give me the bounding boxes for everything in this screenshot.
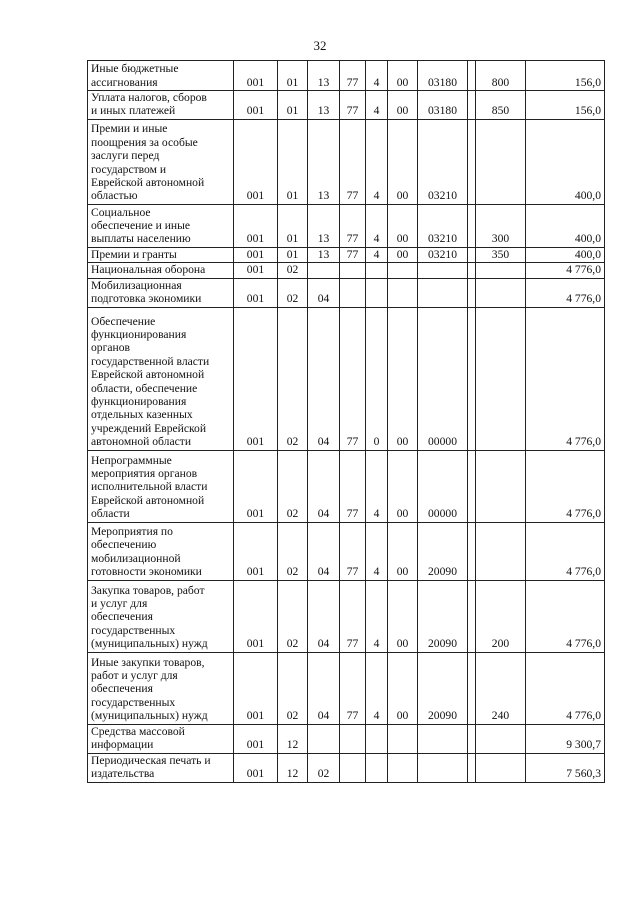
cell-code-subsection: 04 <box>308 307 340 450</box>
cell-expense-type: 300 <box>476 204 526 247</box>
cell-spacer <box>468 263 476 278</box>
cell-amount: 7 560,3 <box>526 753 605 782</box>
page-number: 32 <box>313 38 327 53</box>
table-row <box>88 450 605 522</box>
cell-code-section: 01 <box>278 119 308 204</box>
cell-code-group: 00 <box>388 307 418 450</box>
cell-expense-type <box>476 450 526 522</box>
cell-code-direction: 03210 <box>418 119 468 204</box>
cell-code-direction: 20090 <box>418 580 468 652</box>
cell-spacer <box>468 307 476 450</box>
cell-name: Закупка товаров, работ и услуг для обеспечения государственных (муниципальных) нужд <box>88 580 234 652</box>
cell-expense-type <box>476 263 526 278</box>
table-row <box>88 247 605 262</box>
cell-code-admin: 001 <box>234 652 278 724</box>
cell-name: Национальная оборона <box>88 263 234 278</box>
cell-code-program: 77 <box>340 522 366 580</box>
cell-code-admin: 001 <box>234 580 278 652</box>
cell-spacer <box>468 522 476 580</box>
cell-amount: 4 776,0 <box>526 263 605 278</box>
table-row <box>88 119 605 204</box>
cell-code-program: 77 <box>340 61 366 91</box>
cell-code-program: 77 <box>340 119 366 204</box>
cell-code-subsection: 04 <box>308 450 340 522</box>
table-row <box>88 652 605 724</box>
cell-code-program <box>340 753 366 782</box>
cell-code-group: 00 <box>388 522 418 580</box>
cell-code-admin: 001 <box>234 91 278 120</box>
cell-code-section: 02 <box>278 580 308 652</box>
cell-amount: 4 776,0 <box>526 522 605 580</box>
cell-name: Средства массовой информации <box>88 724 234 753</box>
cell-code-section: 02 <box>278 278 308 307</box>
cell-code-subsection <box>308 263 340 278</box>
cell-code-program: 77 <box>340 91 366 120</box>
cell-amount: 4 776,0 <box>526 307 605 450</box>
table-row <box>88 278 605 307</box>
cell-code-subsection: 04 <box>308 652 340 724</box>
cell-name: Мероприятия по обеспечению мобилизационной готовности экономики <box>88 522 234 580</box>
cell-name: Непрограммные мероприятия органов исполнительной власти Еврейской автономной области <box>88 450 234 522</box>
cell-code-section: 02 <box>278 450 308 522</box>
cell-amount: 400,0 <box>526 119 605 204</box>
cell-amount: 4 776,0 <box>526 580 605 652</box>
table-row <box>88 522 605 580</box>
cell-code-direction: 03210 <box>418 247 468 262</box>
cell-name: Уплата налогов, сборов и иных платежей <box>88 91 234 120</box>
cell-code-subsection: 04 <box>308 278 340 307</box>
cell-code-admin: 001 <box>234 450 278 522</box>
cell-code-subsection: 13 <box>308 204 340 247</box>
cell-code-subprogram <box>366 263 388 278</box>
cell-code-section: 01 <box>278 61 308 91</box>
cell-code-group <box>388 724 418 753</box>
cell-spacer <box>468 450 476 522</box>
cell-code-direction <box>418 753 468 782</box>
cell-expense-type: 800 <box>476 61 526 91</box>
cell-spacer <box>468 91 476 120</box>
cell-name: Социальное обеспечение и иные выплаты населению <box>88 204 234 247</box>
cell-code-admin: 001 <box>234 119 278 204</box>
cell-code-admin: 001 <box>234 724 278 753</box>
cell-code-group: 00 <box>388 247 418 262</box>
table-row <box>88 580 605 652</box>
cell-code-admin: 001 <box>234 263 278 278</box>
cell-code-direction: 20090 <box>418 522 468 580</box>
cell-code-subsection: 13 <box>308 119 340 204</box>
cell-code-admin: 001 <box>234 247 278 262</box>
cell-expense-type <box>476 119 526 204</box>
cell-code-program: 77 <box>340 204 366 247</box>
cell-code-subprogram: 4 <box>366 91 388 120</box>
cell-name: Премии и гранты <box>88 247 234 262</box>
cell-code-subsection: 04 <box>308 580 340 652</box>
cell-expense-type: 350 <box>476 247 526 262</box>
cell-code-direction <box>418 724 468 753</box>
cell-code-subprogram: 4 <box>366 247 388 262</box>
cell-code-group: 00 <box>388 119 418 204</box>
cell-code-section: 01 <box>278 91 308 120</box>
cell-code-section: 12 <box>278 753 308 782</box>
cell-code-subsection: 13 <box>308 247 340 262</box>
budget-table-body <box>88 61 605 783</box>
cell-code-program: 77 <box>340 652 366 724</box>
cell-code-subprogram: 4 <box>366 119 388 204</box>
cell-code-section: 02 <box>278 307 308 450</box>
cell-code-group <box>388 278 418 307</box>
cell-code-program: 77 <box>340 307 366 450</box>
cell-code-subprogram: 4 <box>366 61 388 91</box>
cell-code-subsection <box>308 724 340 753</box>
cell-expense-type <box>476 278 526 307</box>
cell-spacer <box>468 119 476 204</box>
cell-name: Периодическая печать и издательства <box>88 753 234 782</box>
cell-expense-type <box>476 724 526 753</box>
cell-expense-type: 200 <box>476 580 526 652</box>
cell-code-subprogram <box>366 724 388 753</box>
cell-code-subprogram: 4 <box>366 652 388 724</box>
cell-code-direction: 03180 <box>418 91 468 120</box>
cell-expense-type: 240 <box>476 652 526 724</box>
cell-code-program <box>340 263 366 278</box>
cell-code-section: 02 <box>278 522 308 580</box>
cell-name: Мобилизационная подготовка экономики <box>88 278 234 307</box>
cell-code-subprogram: 0 <box>366 307 388 450</box>
cell-name: Премии и иные поощрения за особые заслуги перед государством и Еврейской автономной областью <box>88 119 234 204</box>
cell-code-subsection: 04 <box>308 522 340 580</box>
cell-code-direction: 00000 <box>418 307 468 450</box>
cell-code-group: 00 <box>388 580 418 652</box>
cell-spacer <box>468 204 476 247</box>
cell-spacer <box>468 753 476 782</box>
cell-code-group: 00 <box>388 91 418 120</box>
cell-spacer <box>468 724 476 753</box>
cell-code-program <box>340 724 366 753</box>
cell-code-program <box>340 278 366 307</box>
cell-code-admin: 001 <box>234 278 278 307</box>
cell-code-section: 12 <box>278 724 308 753</box>
cell-code-group: 00 <box>388 204 418 247</box>
cell-code-admin: 001 <box>234 61 278 91</box>
cell-code-direction: 03210 <box>418 204 468 247</box>
cell-expense-type <box>476 307 526 450</box>
cell-name: Иные бюджетные ассигнования <box>88 61 234 91</box>
cell-code-subprogram: 4 <box>366 204 388 247</box>
cell-amount: 156,0 <box>526 91 605 120</box>
cell-code-subsection: 13 <box>308 91 340 120</box>
cell-code-group: 00 <box>388 450 418 522</box>
cell-code-admin: 001 <box>234 522 278 580</box>
cell-code-section: 01 <box>278 247 308 262</box>
cell-code-program: 77 <box>340 247 366 262</box>
budget-table <box>87 60 605 783</box>
table-row <box>88 724 605 753</box>
table-row <box>88 263 605 278</box>
cell-expense-type <box>476 753 526 782</box>
cell-amount: 400,0 <box>526 204 605 247</box>
cell-name: Иные закупки товаров, работ и услуг для обеспечения государственных (муниципальных) нужд <box>88 652 234 724</box>
cell-code-direction <box>418 278 468 307</box>
cell-expense-type <box>476 522 526 580</box>
cell-code-admin: 001 <box>234 307 278 450</box>
cell-spacer <box>468 278 476 307</box>
cell-spacer <box>468 61 476 91</box>
cell-code-subprogram <box>366 278 388 307</box>
table-row <box>88 307 605 450</box>
cell-code-program: 77 <box>340 450 366 522</box>
cell-code-group <box>388 263 418 278</box>
cell-spacer <box>468 580 476 652</box>
cell-code-subsection: 02 <box>308 753 340 782</box>
cell-code-admin: 001 <box>234 204 278 247</box>
cell-spacer <box>468 652 476 724</box>
cell-spacer <box>468 247 476 262</box>
cell-code-direction: 20090 <box>418 652 468 724</box>
cell-code-subsection: 13 <box>308 61 340 91</box>
cell-code-group: 00 <box>388 61 418 91</box>
cell-code-subprogram: 4 <box>366 450 388 522</box>
cell-amount: 156,0 <box>526 61 605 91</box>
cell-code-direction: 00000 <box>418 450 468 522</box>
cell-code-section: 02 <box>278 652 308 724</box>
cell-code-subprogram: 4 <box>366 580 388 652</box>
cell-expense-type: 850 <box>476 91 526 120</box>
cell-code-direction <box>418 263 468 278</box>
cell-code-group <box>388 753 418 782</box>
table-row <box>88 204 605 247</box>
cell-amount: 4 776,0 <box>526 450 605 522</box>
cell-code-section: 02 <box>278 263 308 278</box>
cell-code-direction: 03180 <box>418 61 468 91</box>
table-row <box>88 61 605 91</box>
cell-amount: 400,0 <box>526 247 605 262</box>
cell-code-subprogram <box>366 753 388 782</box>
cell-name: Обеспечение функционирования органов государственной власти Еврейской автономной области, обеспечение функционирования отдельных казенных учреждений Еврейской автономной области <box>88 307 234 450</box>
cell-code-subprogram: 4 <box>366 522 388 580</box>
table-row <box>88 753 605 782</box>
table-row <box>88 91 605 120</box>
cell-code-group: 00 <box>388 652 418 724</box>
cell-code-program: 77 <box>340 580 366 652</box>
cell-amount: 4 776,0 <box>526 278 605 307</box>
cell-code-admin: 001 <box>234 753 278 782</box>
cell-amount: 9 300,7 <box>526 724 605 753</box>
cell-amount: 4 776,0 <box>526 652 605 724</box>
cell-code-section: 01 <box>278 204 308 247</box>
